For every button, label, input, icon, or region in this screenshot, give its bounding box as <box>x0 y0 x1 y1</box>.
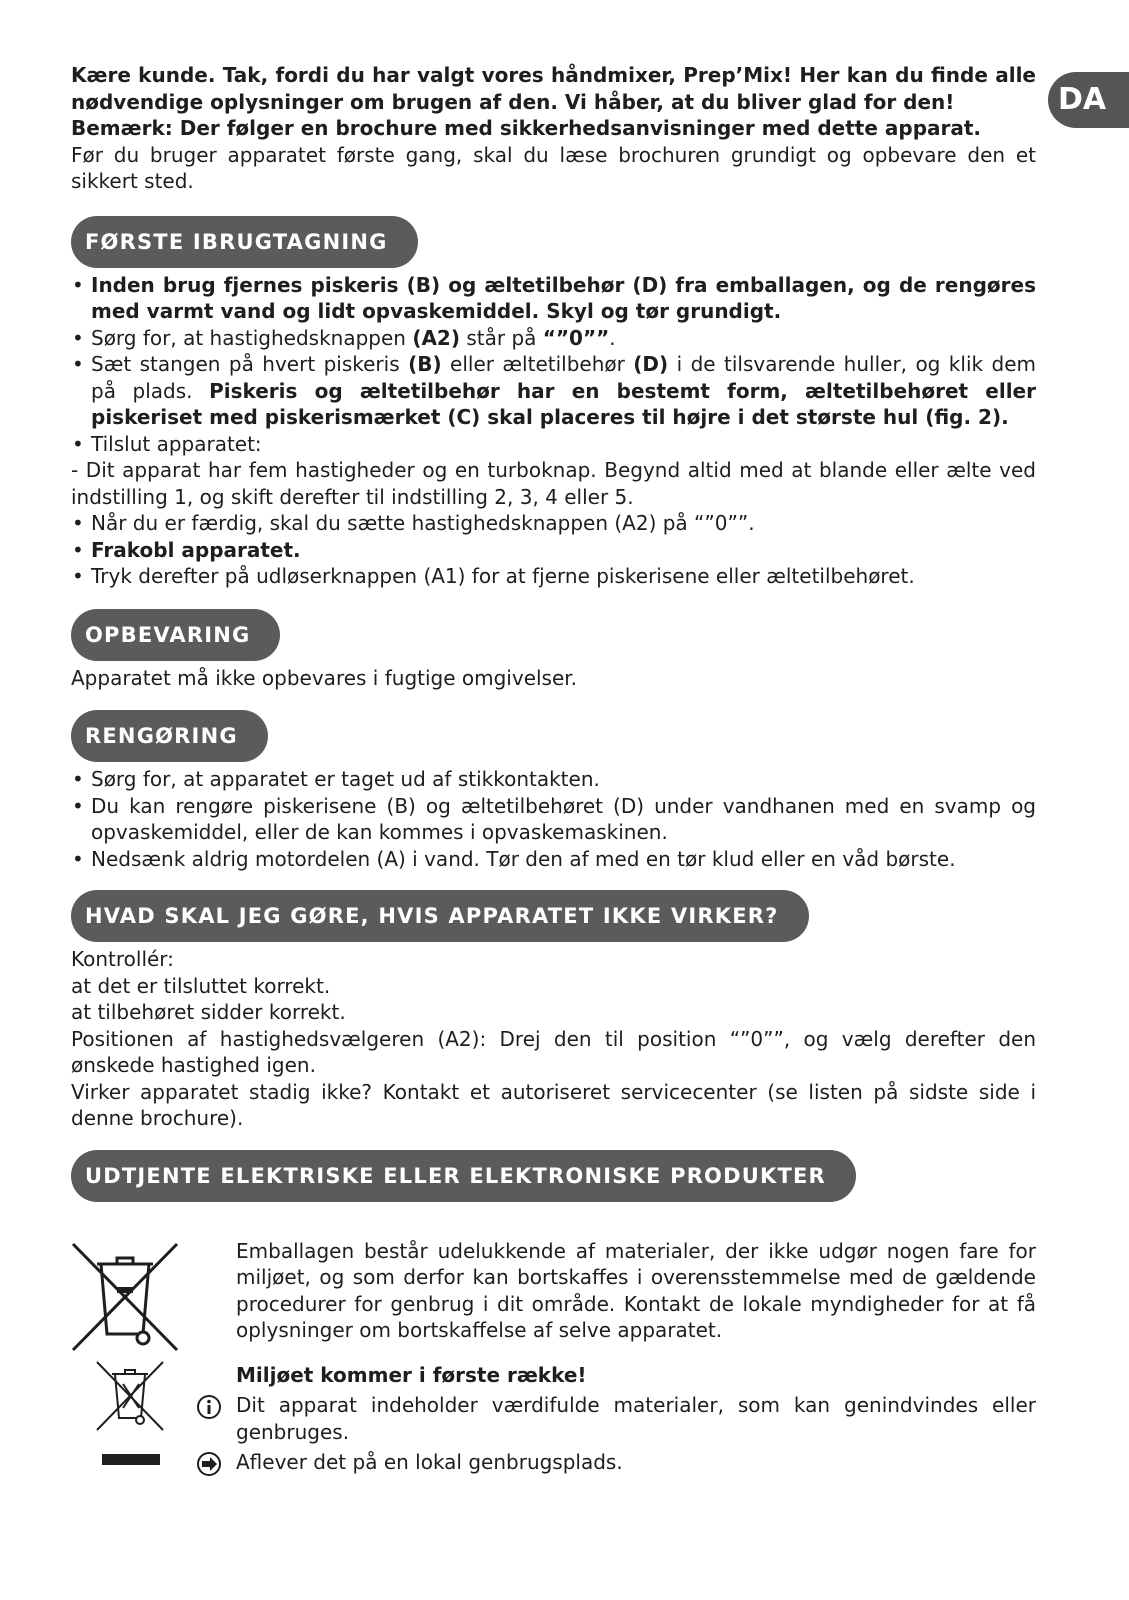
arrow-right-icon <box>196 1451 222 1477</box>
speed-note: - Dit apparat har fem hastigheder og en turboknap. Begynd altid med at blande eller ælte ved indstilling 1, og skift derefter til indstilling 2, 3, 4 eller 5. <box>71 458 1036 509</box>
document-page <box>71 62 1036 1498</box>
env-action: Aflever det på en lokal genbrugsplads. <box>236 1450 623 1474</box>
list-item: • Tilslut apparatet: <box>71 431 1036 458</box>
list-item: • Frakobl apparatet. <box>71 537 1036 564</box>
crossed-bin-small-icon <box>95 1360 165 1470</box>
info-icon <box>196 1394 222 1420</box>
troubleshoot-line: at det er tilsluttet korrekt. <box>71 973 331 998</box>
list-item: • Tryk derefter på udløserknappen (A1) for at fjerne piskerisene eller æltetilbehøret. <box>71 563 1036 590</box>
heading-weee: UDTJENTE ELEKTRISKE ELLER ELEKTRONISKE PRODUKTER <box>71 1150 856 1202</box>
weee-text <box>236 1238 1036 1476</box>
env-title: Miljøet kommer i første række! <box>236 1362 587 1387</box>
list-item: • Du kan rengøre piskerisene (B) og æltetilbehøret (D) under vandhanen med en svamp og opvaskemiddel, eller de kan kommes i opvaskemaskinen. <box>71 793 1036 846</box>
intro-section <box>71 62 1036 195</box>
list-item: • Sørg for, at apparatet er taget ud af stikkontakten. <box>71 766 1036 793</box>
intro-instruction: Før du bruger apparatet første gang, skal du læse brochuren grundigt og opbevare den et sikkert sted. <box>71 142 1036 193</box>
heading-cleaning: RENGØRING <box>71 710 268 762</box>
heading-first-use: FØRSTE IBRUGTAGNING <box>71 216 418 268</box>
troubleshoot-line: Positionen af hastighedsvælgeren (A2): Drej den til position “”0””, og vælg derefter den ønskede hastighed igen. <box>71 1026 1036 1077</box>
crossed-bin-icon <box>71 1242 179 1352</box>
troubleshoot-line: Virker apparatet stadig ikke? Kontakt et autoriseret servicecenter (se listen på sidste side i denne brochure). <box>71 1079 1036 1130</box>
first-use-section <box>71 272 1036 590</box>
language-tab: DA <box>1048 72 1129 128</box>
weee-paragraph: Emballagen består udelukkende af materialer, der ikke udgør nogen fare for miljøet, og som derfor kan bortskaffes i overensstemmelse med de gældende procedurer for genbrug i dit område. Kontakt de lokale myndigheder for at få oplysninger om bortskaffelse af selve apparatet. <box>236 1238 1036 1342</box>
list-item: • Inden brug fjernes piskeris (B) og æltetilbehør (D) fra emballagen, og de rengøres med varmt vand og lidt opvaskemiddel. Skyl og tør grundigt. <box>71 272 1036 325</box>
list-item: • Når du er færdig, skal du sætte hastighedsknappen (A2) på “”0””. <box>71 510 1036 537</box>
list-item: • Nedsænk aldrig motordelen (A) i vand. Tør den af med en tør klud eller en våd børste. <box>71 846 1036 873</box>
storage-text: Apparatet må ikke opbevares i fugtige omgivelser. <box>71 665 578 690</box>
intro-note: Bemærk: Der følger en brochure med sikkerhedsanvisninger med dette apparat. <box>71 116 982 140</box>
heading-storage: OPBEVARING <box>71 609 280 661</box>
list-item: • Sæt stangen på hvert piskeris (B) eller æltetilbehør (D) i de tilsvarende huller, og klik dem på plads. Piskeris og æltetilbehør har en bestemt form, æltetilbehøret eller piskeriset med piskerismærket (C) skal placeres til højre i det største hul (fig. 2). <box>71 351 1036 431</box>
troubleshoot-line: Kontrollér: <box>71 947 174 971</box>
troubleshoot-line: at tilbehøret sidder korrekt. <box>71 1000 346 1024</box>
cleaning-section <box>71 766 1036 872</box>
weee-section <box>71 1238 1036 1498</box>
heading-troubleshoot: HVAD SKAL JEG GØRE, HVIS APPARATET IKKE VIRKER? <box>71 890 809 942</box>
troubleshoot-section <box>71 946 1036 1132</box>
list-item: • Sørg for, at hastighedsknappen (A2) står på “”0””. <box>71 325 1036 352</box>
intro-greeting: Kære kunde. Tak, fordi du har valgt vores håndmixer, Prep’Mix! Her kan du finde alle nødvendige oplysninger om brugen af den. Vi håber, at du bliver glad for den! <box>71 63 1036 114</box>
env-info: Dit apparat indeholder værdifulde materialer, som kan genindvindes eller genbruges. <box>236 1393 1036 1444</box>
